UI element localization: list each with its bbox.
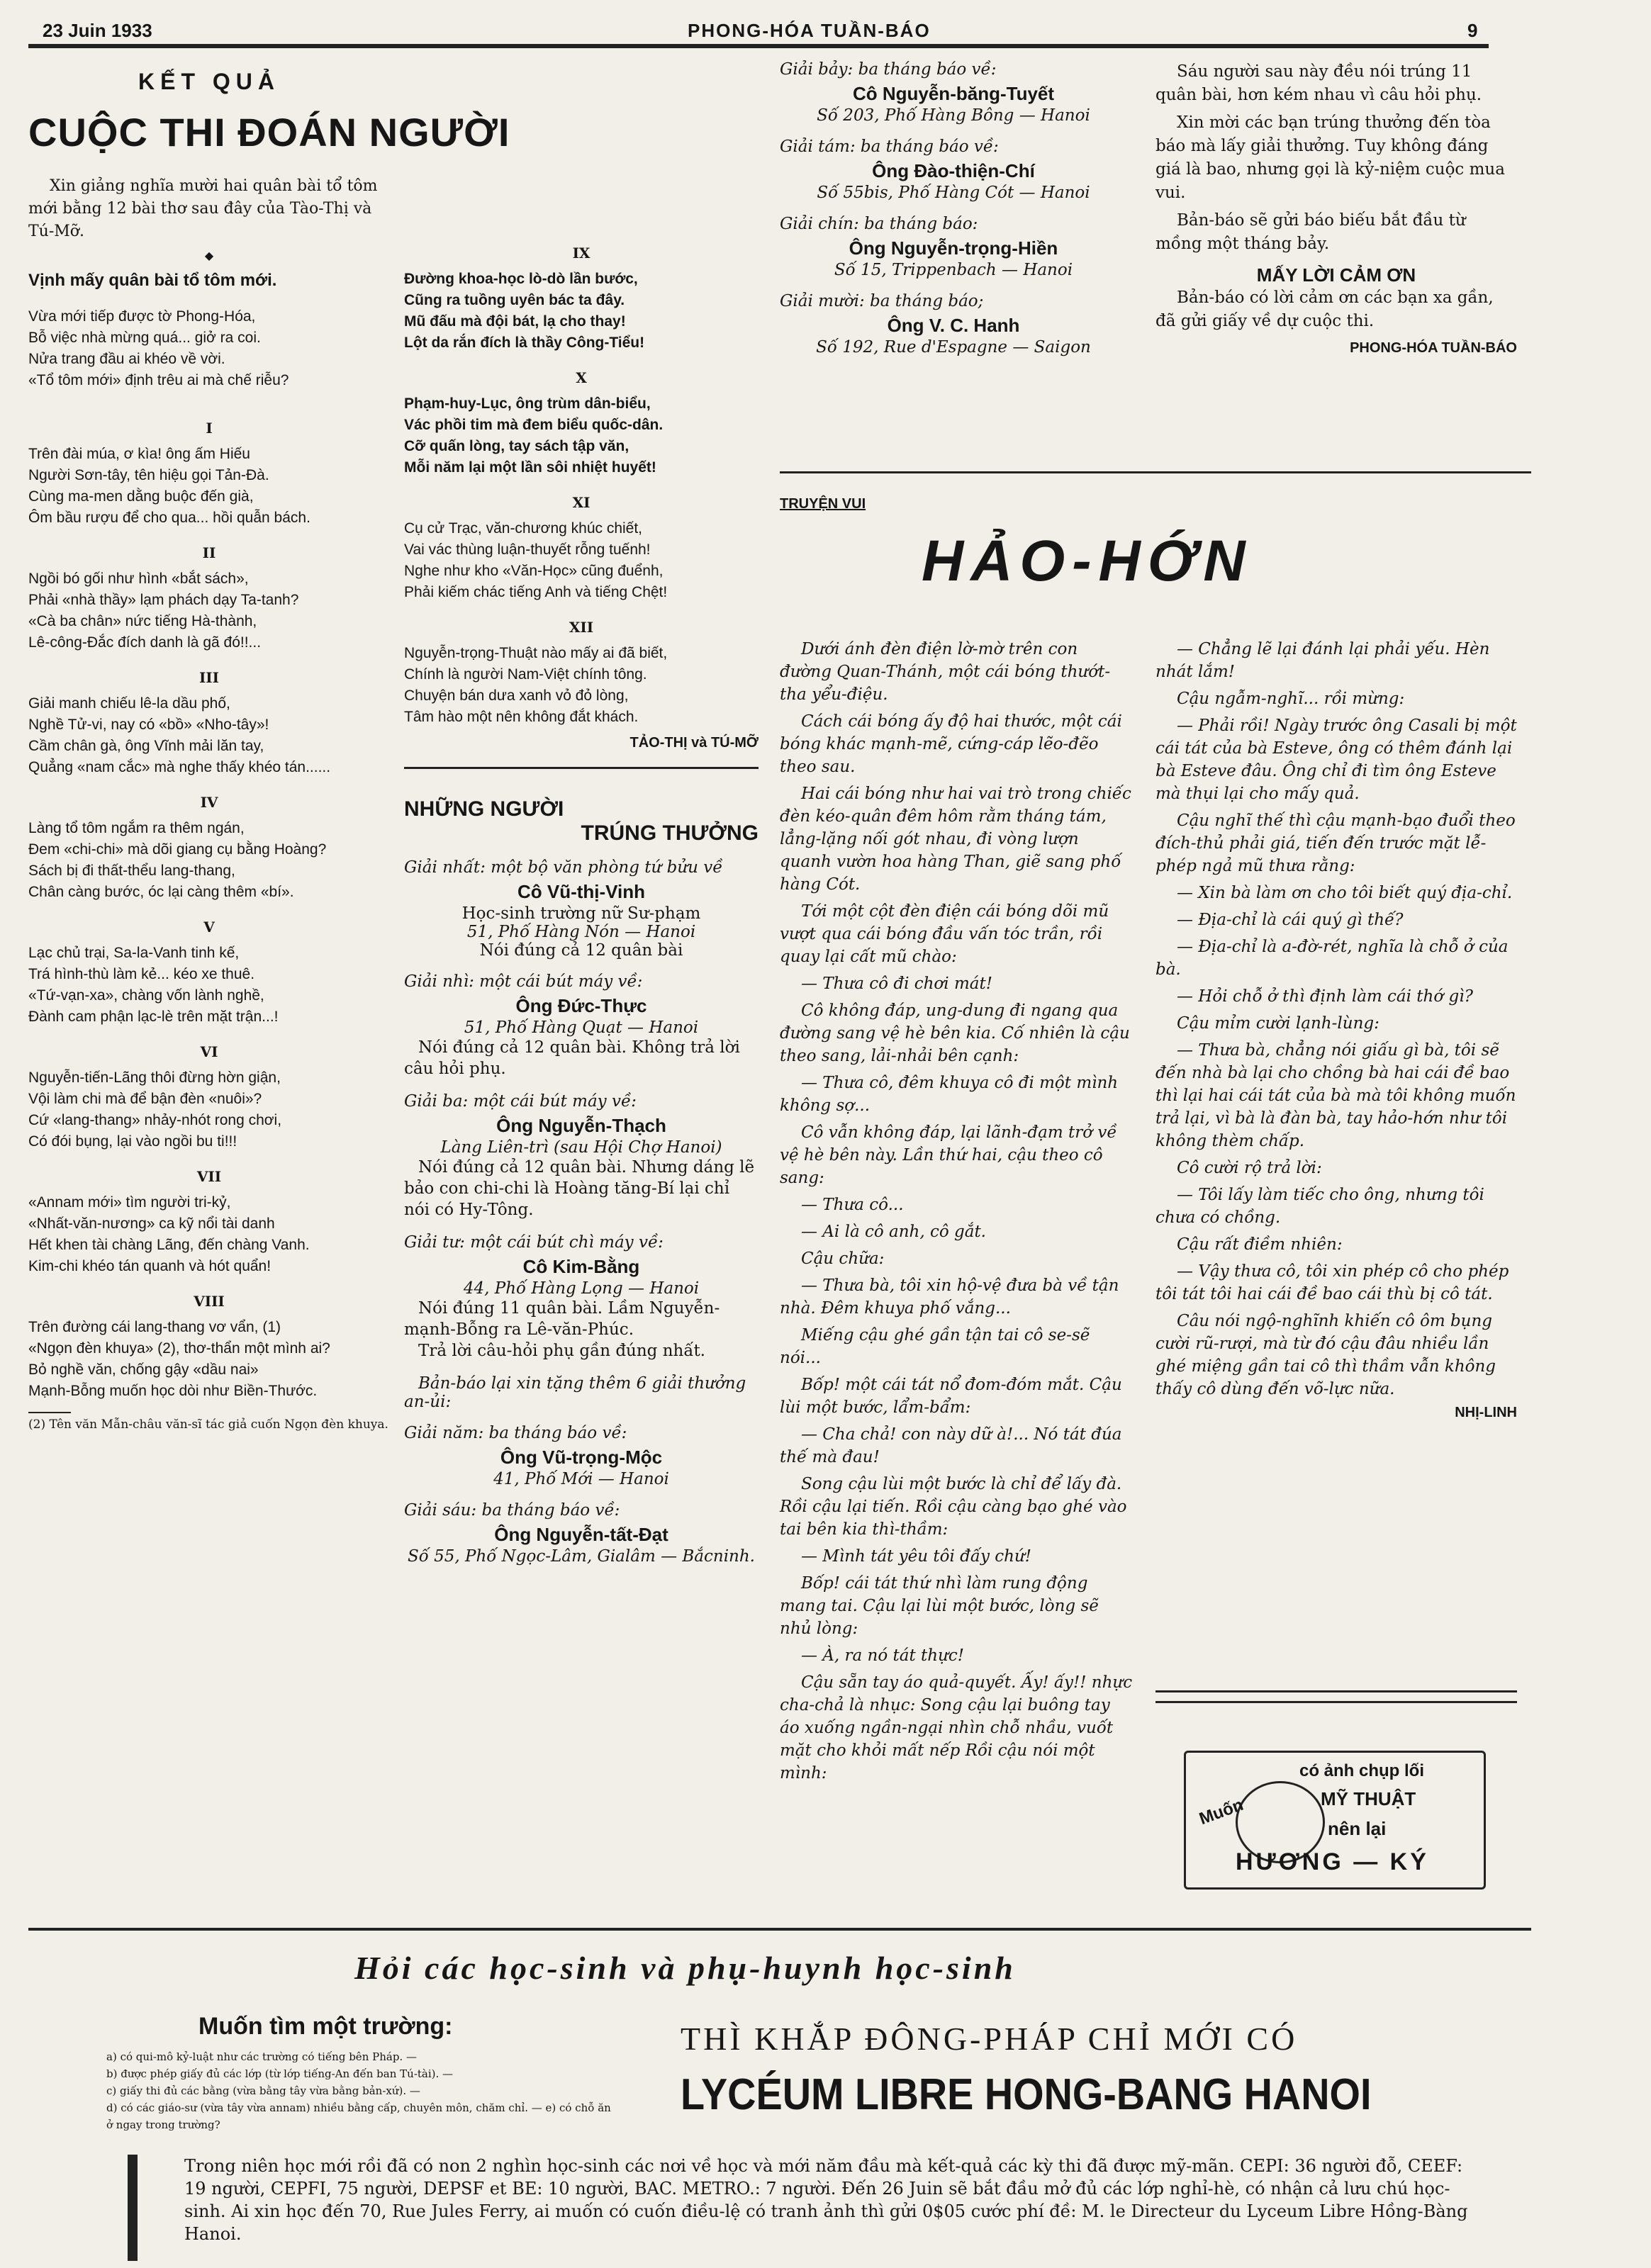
winner-name: Ông Nguyễn-tất-Đạt bbox=[494, 1524, 668, 1545]
story-paragraph: — Chẳng lẽ lại đánh lại phải yếu. Hèn nhát lắm! bbox=[1155, 640, 1490, 681]
school-ad-bullets bbox=[106, 2048, 617, 2133]
story-column-left bbox=[780, 638, 1134, 1789]
story-paragraph: — Vậy thưa cô, tôi xin phép cô cho phép tôi tát tôi hai cái đề bao cái thù bị cô tát. bbox=[1155, 1262, 1509, 1303]
winner-name: Cô Vũ-thị-Vinh bbox=[517, 881, 646, 902]
story-paragraph: Cậu ngẫm-nghĩ... rồi mừng: bbox=[1177, 690, 1405, 708]
poem-signature: TẢO-THỊ và TÚ-MỠ bbox=[629, 735, 759, 751]
poem-line: «Ngọn đèn khuya» (2), thơ-thẩn một mình ai? bbox=[28, 1340, 330, 1357]
poem-line: Đem «chi-chi» mà dõi giang cụ bằng Hoàng? bbox=[28, 841, 327, 858]
prize-label: Giải chín: ba tháng báo: bbox=[780, 215, 978, 233]
page-header bbox=[28, 16, 1478, 44]
stanza-number: VIII bbox=[194, 1293, 225, 1310]
stanza-number: X bbox=[576, 369, 587, 386]
footnote: (2) Tên văn Mẫn-châu văn-sĩ tác giả cuốn Ngọn đèn khuya. bbox=[28, 1418, 388, 1432]
stanza bbox=[404, 518, 759, 603]
winner-note: Nói đúng 11 quân bài. Lầm Nguyễn-mạnh-Bỗng ra Lê-văn-Phúc. bbox=[404, 1299, 720, 1339]
stanza-number: V bbox=[203, 919, 215, 936]
stanza bbox=[28, 568, 390, 653]
contest-kicker: KẾT QUẢ bbox=[138, 69, 280, 94]
stanza-number: VI bbox=[200, 1043, 218, 1060]
story-paragraph: — Ai là cô anh, cô gắt. bbox=[801, 1223, 986, 1241]
story-paragraph: Bốp! một cái tát nổ đom-đóm mắt. Cậu lùi một bước, lẩm-bẩm: bbox=[780, 1376, 1122, 1417]
winner-name: Ông Đào-thiện-Chí bbox=[872, 160, 1035, 181]
story-rule-bottom-2 bbox=[1155, 1701, 1517, 1703]
prize-label: Giải năm: ba tháng báo về: bbox=[404, 1424, 627, 1442]
prize-label: Giải nhất: một bộ văn phòng tứ bửu về bbox=[404, 858, 723, 877]
stanza bbox=[404, 269, 759, 354]
story-paragraph: Bốp! cái tát thứ nhì làm rung động mang tai. Cậu lại lùi một bước, lòng sẽ nhủ lòng: bbox=[780, 1574, 1099, 1638]
school-ad-subhead: Muốn tìm một trường: bbox=[198, 2013, 453, 2040]
poem-line: Vai vác thùng luận-thuyết rỗng tuếnh! bbox=[404, 541, 651, 558]
poem-line: Mạnh-Bỗng muốn học dòi như Biền-Thước. bbox=[28, 1383, 318, 1399]
poem-line: «Annam mới» tìm người tri-kỷ, bbox=[28, 1194, 231, 1211]
poem-line: Cỡ quấn lòng, tay sách tập văn, bbox=[404, 438, 629, 454]
poem-line: Vừa mới tiếp được tờ Phong-Hóa, bbox=[28, 308, 256, 325]
story-paragraph: Cô cười rộ trả lời: bbox=[1177, 1159, 1322, 1177]
story-paragraph: Cậu chữa: bbox=[801, 1250, 885, 1268]
poem-line: Nguyễn-trọng-Thuật nào mấy ai đã biết, bbox=[404, 645, 668, 661]
consolation-intro: Bản-báo lại xin tặng thêm 6 giải thưởng an-ủi: bbox=[404, 1374, 746, 1411]
thanks-title: MẤY LỜI CẢM ƠN bbox=[1256, 264, 1416, 286]
prize-label: Giải sáu: ba tháng báo về: bbox=[404, 1501, 620, 1520]
poem-line: Sách bị đi thất-thểu lang-thang, bbox=[28, 863, 235, 879]
school-ad-right-line2: LYCÉUM LIBRE HONG-BANG HANOI bbox=[681, 2070, 1372, 2119]
section-rule bbox=[404, 767, 759, 769]
photo-studio-ad bbox=[1184, 1751, 1486, 1890]
story-paragraph: — Địa-chỉ là a-đờ-rét, nghĩa là chỗ ở của bà. bbox=[1155, 938, 1509, 979]
story-paragraph: — Thưa bà, chẳng nói giấu gì bà, tôi sẽ đến nhà bà lại cho chồng bà hai cái đề bao thì lại hai cái tát của bà mà tôi không muốn trả lại, vì bà là đàn bà, tay hảo-hớn như tôi không thèm chấp. bbox=[1155, 1041, 1516, 1150]
winner-address: 51, Phố Hàng Nón — Hanoi bbox=[466, 923, 696, 941]
story-paragraph: — Địa-chỉ là cái quý gì thế? bbox=[1177, 911, 1404, 929]
winner-name: Ông V. C. Hanh bbox=[887, 315, 1020, 336]
stanza bbox=[404, 643, 759, 728]
story-rule-bottom bbox=[1155, 1690, 1517, 1692]
intro-poem bbox=[28, 306, 390, 391]
winner-address: 44, Phố Hàng Lọng — Hanoi bbox=[463, 1279, 700, 1298]
winner-address: Số 203, Phố Hàng Bông — Hanoi bbox=[817, 106, 1090, 125]
winner-note: Nói đúng cả 12 quân bài bbox=[479, 941, 683, 960]
poem-line: Lạc chủ trại, Sa-la-Vanh tinh kế, bbox=[28, 945, 240, 961]
poem-line: Tâm hào một nên không đắt khách. bbox=[404, 709, 639, 725]
poem-line: Cũng ra tuồng uyên bác ta đây. bbox=[404, 292, 625, 308]
poem-line: Trên đường cái lang-thang vơ vẩn, (1) bbox=[28, 1319, 281, 1335]
winners-title-1: NHỮNG NGƯỜI bbox=[404, 797, 564, 821]
story-paragraph: — Thưa cô... bbox=[801, 1196, 904, 1214]
prize-label: Giải mười: ba tháng báo; bbox=[780, 292, 984, 310]
poem-line: «Nhất-văn-nương» ca kỹ nổi tài danh bbox=[28, 1216, 275, 1232]
prize-label: Giải bảy: ba tháng báo về: bbox=[780, 60, 997, 79]
poem-line: Chuyện bán dưa xanh vỏ đỏ lòng, bbox=[404, 687, 629, 704]
stanza bbox=[28, 1067, 390, 1152]
prize-label: Giải ba: một cái bút máy về: bbox=[404, 1092, 637, 1111]
poem-line: Hết khen tài chàng Lãng, đến chàng Vanh. bbox=[28, 1237, 310, 1253]
story-paragraph: Cậu rất điềm nhiên: bbox=[1177, 1235, 1343, 1254]
story-paragraph: Cô không đáp, ung-dung đi ngang qua đường sang vệ hè bên kia. Cố nhiên là cậu theo sang, lải-nhải bên cạnh: bbox=[780, 1001, 1130, 1065]
stanza bbox=[28, 444, 390, 529]
poem-line: «Tứ-vạn-xa», chàng vốn lành nghề, bbox=[28, 987, 264, 1004]
story-author: NHỊ-LINH bbox=[1455, 1405, 1517, 1420]
winner-address: 51, Phố Hàng Quạt — Hanoi bbox=[464, 1018, 699, 1037]
stanza bbox=[28, 818, 390, 903]
story-paragraph: Cậu mỉm cười lạnh-lùng: bbox=[1177, 1014, 1379, 1033]
poem-line: Mũ đấu mà đội bát, lạ cho thay! bbox=[404, 313, 626, 330]
winner-detail: Học-sinh trường nữ Sư-phạm bbox=[461, 904, 701, 923]
winners-title-2: TRÚNG THƯỞNG bbox=[581, 821, 759, 845]
poem-line: Kim-chi khéo tán quanh và hót quẩn! bbox=[28, 1258, 272, 1274]
ad-text-muon: Muốn bbox=[1197, 1795, 1246, 1829]
school-ad-right-line1: THÌ KHẮP ĐÔNG-PHÁP CHỈ MỚI CÓ bbox=[681, 2021, 1298, 2057]
poem-line: Có đói bụng, lại vào ngồi bu ti!!! bbox=[28, 1133, 237, 1150]
story-paragraph: Dưới ánh đèn điện lờ-mờ trên con đường Quan-Thánh, một cái bóng thướt-tha yểu-điệu. bbox=[780, 640, 1111, 704]
poem-line: Bỗ việc nhà mừng quá... giở ra coi. bbox=[28, 330, 261, 346]
page-number: 9 bbox=[1467, 20, 1478, 41]
poem-title: Vịnh mấy quân bài tổ tôm mới. bbox=[28, 271, 277, 290]
poem-line: Phải «nhà thầy» lạm phách dạy Ta-tanh? bbox=[28, 592, 299, 608]
thanks-text: Bản-báo có lời cảm ơn các bạn xa gần, đã gửi giấy về dự cuộc thi. bbox=[1155, 288, 1494, 330]
school-ad-bullet: c) giấy thi đủ các bằng (vừa bằng tây vừa bằng bản-xứ). — bbox=[106, 2084, 420, 2097]
story-paragraph: Miếng cậu ghé gần tận tai cô se-sẽ nói... bbox=[780, 1326, 1090, 1367]
ad-text-line3: nên lại bbox=[1328, 1818, 1387, 1839]
poem-line: Phải kiếm chác tiếng Anh và tiếng Chệt! bbox=[404, 584, 668, 600]
poem-line: Bỏ nghề văn, chống gậy «dầu nai» bbox=[28, 1362, 259, 1378]
contest-column-2 bbox=[404, 60, 759, 1566]
poem-line: Chính là người Nam-Việt chính tông. bbox=[404, 666, 647, 683]
story-paragraph: — Thưa cô, đêm khuya cô đi một mình không sợ... bbox=[780, 1074, 1119, 1115]
school-ad-bullet: d) có các giáo-sư (vừa tây vừa annam) nhiều bằng cấp, chuyên môn, chăm chỉ. — e) có chỗ ăn ở ngay trong trường? bbox=[106, 2101, 611, 2131]
story-kicker: TRUYỆN VUI bbox=[780, 496, 866, 512]
stanza bbox=[28, 943, 390, 1028]
poem-line: «Cà ba chân» nức tiếng Hà-thành, bbox=[28, 613, 257, 629]
notice-paragraph: Sáu người sau này đều nói trúng 11 quân bài, hơn kém nhau vì câu hỏi phụ. bbox=[1155, 62, 1482, 104]
ad-text-line2: MỸ THUẬT bbox=[1321, 1788, 1416, 1809]
winner-name: Ông Nguyễn-Thạch bbox=[496, 1115, 666, 1136]
issue-date: 23 Juin 1933 bbox=[43, 20, 152, 41]
poem-line: Làng tổ tôm ngắm ra thêm ngán, bbox=[28, 820, 245, 836]
winner-name: Cô Nguyễn-băng-Tuyết bbox=[852, 83, 1055, 104]
poem-line: Trá hình-thù làm kẻ... kéo xe thuê. bbox=[28, 966, 255, 982]
stanza-number: I bbox=[206, 420, 213, 437]
poem-line: Cứ «lang-thang» nhảy-nhót rong chơi, bbox=[28, 1112, 282, 1128]
poem-line: Lê-công-Đắc đích danh là gã đó!!... bbox=[28, 634, 262, 651]
stanza bbox=[28, 693, 390, 778]
poem-line: Trên đài múa, ơ kìa! ông ấm Hiếu bbox=[28, 446, 250, 462]
footnote-rule bbox=[28, 1412, 71, 1413]
notice-column-4 bbox=[1155, 60, 1517, 357]
stanza-number: XI bbox=[572, 494, 591, 511]
prize-label: Giải tư: một cái bút chì máy về: bbox=[404, 1233, 664, 1252]
stanza-number: IV bbox=[200, 794, 218, 811]
stanza bbox=[28, 1192, 390, 1277]
story-paragraph: Song cậu lùi một bước là chỉ để lấy đà. Rồi cậu lại tiến. Rồi cậu càng bạo ghé vào tai bên kia thì-thầm: bbox=[780, 1475, 1127, 1539]
stanza-number: II bbox=[202, 544, 216, 561]
poem-line: Mỗi năm lại một lần sôi nhiệt huyết! bbox=[404, 459, 656, 476]
prize-label: Giải nhì: một cái bút máy về: bbox=[404, 972, 643, 991]
winner-note: Trả lời câu-hỏi phụ gần đúng nhất. bbox=[418, 1342, 705, 1360]
school-ad-headline: Hỏi các học-sinh và phụ-huynh học-sinh bbox=[354, 1950, 1016, 1986]
contest-intro: Xin giảng nghĩa mười hai quân bài tổ tôm mới bằng 12 bài thơ sau đây của Tào-Thị và Tú-Mỡ. bbox=[28, 177, 378, 240]
notice-paragraph: Xin mời các bạn trúng thưởng đến tòa báo mà lấy giải thưởng. Tuy không đáng giá là bao, nhưng gọi là kỷ-niệm cuộc mua vui. bbox=[1155, 113, 1505, 202]
stanza bbox=[404, 393, 759, 478]
school-ad-body: Trong niên học mới rồi đã có non 2 nghìn học-sinh các nơi về học và mới năm đầu mà kết-quả các kỳ thi đã được mỹ-mãn. CEPI: 36 người đỗ, CEEF: 19 người, CEPFI, 75 người, DEPSF et BE: 10 người, BAC. METRO.: 7 người. Đến 26 Juin sẽ bắt đầu mở đủ các lớp nghỉ-hè, có nhận cả lưu chú học-sinh. Ai xin học đến 70, Rue Jules Ferry, ai muốn có cuốn điều-lệ có tranh ảnh thì gửi 0$05 cước phí đề: M. le Directeur du Lyceum Libre Hồng-Bàng Hanoi. bbox=[184, 2156, 1468, 2244]
poem-line: Vác phồi tim mà đem biểu quốc-dân. bbox=[404, 417, 664, 433]
ad-left-bar bbox=[128, 2155, 138, 2261]
ad-text-brand: HƯƠNG — KÝ bbox=[1236, 1848, 1429, 1875]
winner-name: Ông Nguyễn-trọng-Hiền bbox=[849, 237, 1058, 259]
story-paragraph: Hai cái bóng như hai vai trò trong chiếc đèn kéo-quân đêm hôm rằm tháng tám, lẳng-lặng nối gót nhau, đi vòng lượn quanh vườn hoa hàng Than, giẽ sang phố hàng Cót. bbox=[780, 785, 1131, 894]
stanza-number: XII bbox=[569, 619, 594, 636]
poem-line: Ôm bầu rượu để cho qua... hồi quẫn bách. bbox=[28, 510, 310, 526]
poem-line: Chân càng bước, óc lại càng thêm «bí». bbox=[28, 884, 294, 900]
notice-signature: PHONG-HÓA TUẦN-BÁO bbox=[1350, 340, 1517, 356]
poem-line: «Tổ tôm mới» định trêu ai mà chế riễu? bbox=[28, 372, 289, 388]
winner-address: Số 55, Phố Ngọc-Lâm, Gialâm — Bắcninh. bbox=[407, 1547, 755, 1566]
story-paragraph: — À, ra nó tát thực! bbox=[801, 1646, 965, 1665]
notice-paragraph: Bản-báo sẽ gửi báo biếu bắt đầu từ mồng một tháng bảy. bbox=[1155, 211, 1466, 253]
story-paragraph: Cô vẫn không đáp, lại lãnh-đạm trở về vệ hè bên này. Lần thứ hai, cậu theo cô sang: bbox=[780, 1123, 1117, 1187]
poem-line: Cầm chân gà, ông Vĩnh mải lăn tay, bbox=[28, 738, 264, 754]
bullet-divider: ◆ bbox=[204, 249, 214, 262]
story-paragraph: — Hỏi chỗ ở thì định làm cái thớ gì? bbox=[1177, 987, 1473, 1006]
story-paragraph: Cách cái bóng ấy độ hai thước, một cái bóng khác mạnh-mẽ, cứng-cáp lẽo-đẽo theo sau. bbox=[780, 712, 1122, 776]
prize-label: Giải tám: ba tháng báo về: bbox=[780, 137, 999, 156]
winner-address: Số 192, Rue d'Espagne — Saigon bbox=[816, 338, 1091, 357]
story-paragraph: Cậu nghĩ thế thì cậu mạnh-bạo đuổi theo đích-thủ phải giá, tiến đến trước mặt lễ-phép ngả mũ thưa rằng: bbox=[1155, 812, 1516, 875]
story-paragraph: — Thưa cô đi chơi mát! bbox=[801, 975, 992, 993]
poem-line: Ngồi bó gối như hình «bắt sách», bbox=[28, 571, 249, 587]
masthead-title: PHONG-HÓA TUẦN-BÁO bbox=[688, 20, 931, 41]
winner-name: Ông Vũ-trọng-Mộc bbox=[500, 1447, 663, 1468]
story-paragraph: — Phải rồi! Ngày trước ông Casali bị một cái tát của bà Esteve, ông có thêm đánh lại bà Esteve đâu. Ông chỉ đi tìm ông Esteve mà thụi lại cho mấy quả. bbox=[1155, 717, 1517, 803]
story-paragraph: — Xin bà làm ơn cho tôi biết quý địa-chỉ. bbox=[1177, 884, 1513, 902]
poem-line: Vội làm chi mà để bận đèn «nuôi»? bbox=[28, 1091, 262, 1107]
story-paragraph: — Mình tát yêu tôi đấy chứ! bbox=[801, 1547, 1032, 1566]
column-spacer bbox=[404, 60, 759, 167]
poem-line: Nguyễn-tiến-Lãng thôi đừng hờn giận, bbox=[28, 1070, 281, 1086]
poem-line: Nửa trang đầu ai khéo về vời. bbox=[28, 351, 225, 367]
story-paragraph: Câu nói ngộ-nghĩnh khiến cô ôm bụng cười rũ-rượi, mà từ đó cậu đâu nhiều lần ghé miệng gần tai cô thì thầm vẫn không thấy cô dùng đến võ-lực nữa. bbox=[1155, 1312, 1496, 1398]
story-column-right bbox=[1155, 638, 1517, 1421]
poem-line: Giải manh chiếu lê-la dầu phố, bbox=[28, 695, 230, 712]
story-paragraph: — Thưa bà, tôi xin hộ-vệ đưa bà về tận nhà. Đêm khuya phố vắng... bbox=[780, 1276, 1119, 1318]
winner-name: Ông Đức-Thực bbox=[515, 995, 647, 1016]
poem-line: Người Sơn-tây, tên hiệu gọi Tản-Đà. bbox=[28, 467, 269, 483]
poem-line: Đành cam phận lạc-lè trên mặt trận...! bbox=[28, 1009, 279, 1025]
winner-note: Nói đúng cả 12 quân bài. Nhưng dáng lẽ bảo con chi-chi là Hoàng tăng-Bí lại chỉ nói có Hy-Tông. bbox=[404, 1158, 755, 1219]
story-paragraph: Cậu sẵn tay áo quả-quyết. Ấy! ấy!! nhực cha-chả là nhục: Song cậu lại buông tay áo xuống ngần-ngại nhìn chỗ nhầu, vuốt mặt cho khỏi mất nếp Rồi cậu nói một mình: bbox=[780, 1673, 1133, 1783]
school-ad-bullet: b) được phép giấy đủ các lớp (từ lớp tiếng-An đến ban Tú-tài). — bbox=[106, 2067, 454, 2080]
poem-line: Cụ cử Trạc, văn-chương khúc chiết, bbox=[404, 520, 643, 537]
ad-text-line1: có ảnh chụp lối bbox=[1299, 1761, 1425, 1780]
winner-note: Nói đúng cả 12 quân bài. Không trả lời câu hỏi phụ. bbox=[404, 1038, 740, 1078]
story-paragraph: — Cha chả! con này dữ à!... Nó tát đúa thế mà đau! bbox=[780, 1425, 1122, 1466]
winner-address: Số 15, Trippenbach — Hanoi bbox=[834, 261, 1073, 279]
poem-line: Phạm-huy-Lục, ông trùm dân-biểu, bbox=[404, 395, 651, 412]
winner-address: 41, Phố Mới — Hanoi bbox=[493, 1470, 669, 1488]
poem-line: Cùng ma-men dằng buộc đến già, bbox=[28, 488, 254, 505]
story-paragraph: Tới một cột đèn điện cái bóng dõi mũ vượt qua cái bóng đầu vấn tóc trần, rồi quay lại cất mũ chào: bbox=[780, 902, 1109, 966]
story-paragraph: — Tôi lấy làm tiếc cho ông, nhưng tôi chưa có chồng. bbox=[1155, 1186, 1484, 1227]
winner-address: Làng Liên-trì (sau Hội Chợ Hanoi) bbox=[440, 1138, 722, 1157]
stanza bbox=[28, 1317, 390, 1402]
contest-title: CUỘC THI ĐOÁN NGƯỜI bbox=[28, 110, 510, 155]
stanza-number: III bbox=[198, 669, 220, 686]
ad-rule-top bbox=[28, 1928, 1531, 1931]
stanza-number: VII bbox=[196, 1168, 222, 1185]
poem-line: Nghề Tử-vi, nay có «bồ» «Nho-tây»! bbox=[28, 717, 269, 733]
poem-line: Lột da rắn đích là thầy Công-Tiểu! bbox=[404, 335, 645, 351]
winner-address: Số 55bis, Phố Hàng Cót — Hanoi bbox=[817, 184, 1090, 202]
winner-name: Cô Kim-Bằng bbox=[522, 1256, 640, 1277]
story-rule-top bbox=[780, 471, 1531, 473]
poem-line: Nghe như kho «Văn-Học» cũng đuểnh, bbox=[404, 563, 664, 579]
stanza-number: IX bbox=[572, 245, 591, 262]
prizes-column-3 bbox=[780, 60, 1127, 357]
poem-line: Đường khoa-học lò-dò lần bước, bbox=[404, 271, 638, 287]
header-rule bbox=[28, 44, 1489, 48]
school-ad-bullet: a) có qui-mô kỷ-luật như các trường có tiếng bên Pháp. — bbox=[106, 2050, 417, 2063]
poem-line: Quẳng «nam cắc» mà nghe thấy khéo tán...... bbox=[28, 759, 331, 775]
story-title: HẢO-HỚN bbox=[922, 529, 1253, 593]
